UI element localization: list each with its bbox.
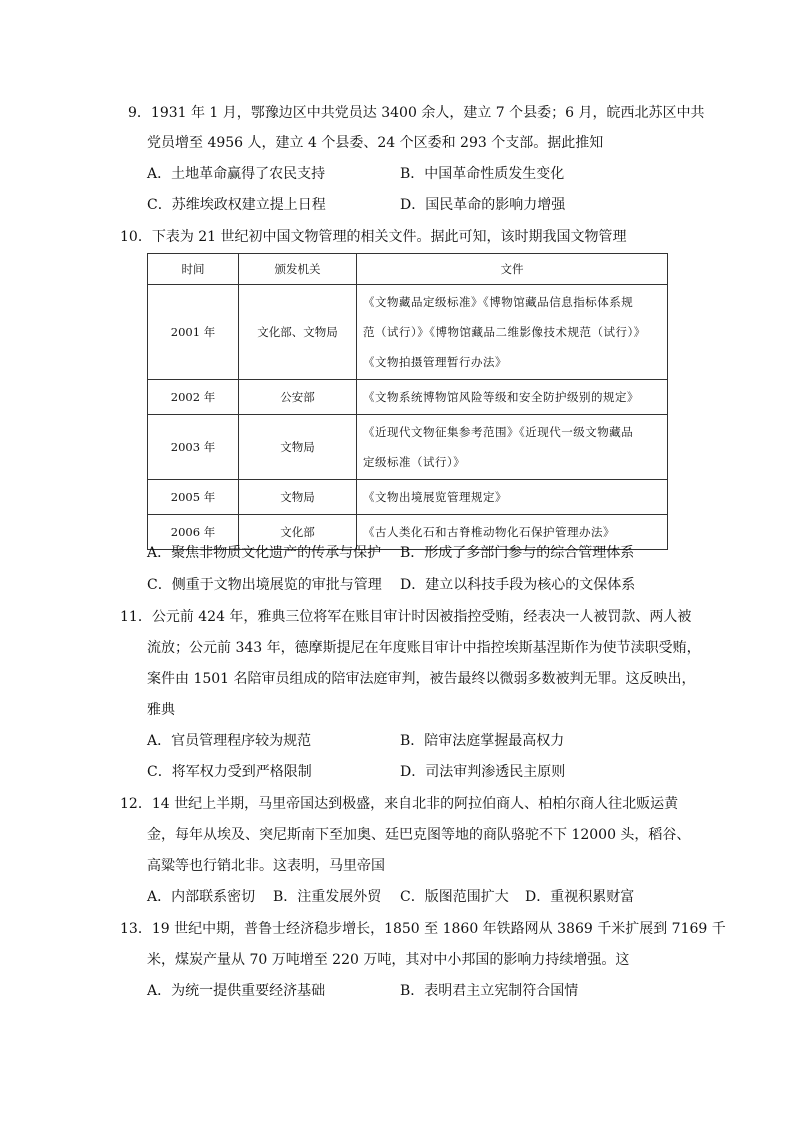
q11-option-d[interactable]: D．司法审判渗透民主原则 (400, 764, 566, 780)
doc-line: 《近现代文物征集参考范围》《近现代一级文物藏品 (363, 425, 634, 439)
q9-option-c[interactable]: C．苏维埃政权建立提上日程 (147, 197, 326, 213)
table-header-docs: 文件 (357, 254, 668, 285)
q11-stem-line3: 案件由 1501 名陪审员组成的陪审法庭审判，被告最终以微弱多数被判无罪。这反映出， (147, 671, 696, 687)
doc-line: 范（试行）》《博物馆藏品二维影像技术规范（试行）》 (363, 325, 646, 339)
q12-option-a[interactable]: A．内部联系密切 (147, 889, 256, 905)
q11-stem-line1: 11．公元前 424 年，雅典三位将军在账目审计时因被指控受贿，经表决一人被罚款、两人被 (120, 609, 692, 625)
row-year: 2005 年 (148, 480, 239, 515)
q10-documents-table (147, 253, 668, 550)
doc-line: 《文物藏品定级标准》《博物馆藏品信息指标体系规 (363, 295, 634, 309)
row-docs (357, 285, 668, 380)
q13-stem-line1: 13．19 世纪中期，普鲁士经济稳步增长，1850 至 1860 年铁路网从 3869 千米扩展到 7169 千 (120, 921, 726, 937)
doc-line: 定级标准（试行）》 (363, 455, 466, 469)
q11-stem-line4: 雅典 (147, 702, 175, 718)
row-docs (357, 480, 668, 515)
table-header-org: 颁发机关 (239, 254, 357, 285)
row-org: 文化部、文物局 (239, 285, 357, 380)
row-org: 文物局 (239, 415, 357, 480)
row-org: 文物局 (239, 480, 357, 515)
q10-option-d[interactable]: D．建立以科技手段为核心的文保体系 (400, 577, 636, 593)
q12-option-c[interactable]: C．版图范围扩大 (400, 889, 509, 905)
row-docs (357, 380, 668, 415)
q10-option-a[interactable]: A．聚焦非物质文化遗产的传承与保护 (147, 545, 382, 561)
q11-option-c[interactable]: C．将军权力受到严格限制 (147, 764, 312, 780)
row-year: 2002 年 (148, 380, 239, 415)
table-row (148, 480, 668, 515)
row-year: 2006 年 (148, 515, 239, 550)
q9-stem-line2: 党员增至 4956 人，建立 4 个县委、24 个区委和 293 个支部。据此推知 (147, 135, 604, 151)
q11-option-a[interactable]: A．官员管理程序较为规范 (147, 733, 312, 749)
doc-line: 《文物系统博物馆风险等级和安全防护级别的规定》 (363, 390, 639, 404)
table-row (148, 415, 668, 480)
row-org: 文化部 (239, 515, 357, 550)
q12-option-b[interactable]: B．注重发展外贸 (273, 889, 382, 905)
row-docs (357, 415, 668, 480)
q11-option-b[interactable]: B．陪审法庭掌握最高权力 (400, 733, 565, 749)
row-year: 2003 年 (148, 415, 239, 480)
q13-option-b[interactable]: B．表明君主立宪制符合国情 (400, 983, 579, 999)
doc-line: 《文物出境展览管理规定》 (363, 490, 507, 504)
q10-option-c[interactable]: C．侧重于文物出境展览的审批与管理 (147, 577, 382, 593)
row-year: 2001 年 (148, 285, 239, 380)
q9-option-a[interactable]: A．土地革命赢得了农民支持 (147, 166, 326, 182)
q12-option-d[interactable]: D．重视积累财富 (525, 889, 635, 905)
q12-stem-line2: 金，每年从埃及、突尼斯南下至加奥、廷巴克图等地的商队骆驼不下 12000 头，稻谷、 (147, 827, 691, 843)
row-org: 公安部 (239, 380, 357, 415)
q9-option-b[interactable]: B．中国革命性质发生变化 (400, 166, 565, 182)
table-row (148, 380, 668, 415)
q10-stem-line1: 10．下表为 21 世纪初中国文物管理的相关文件。据此可知，该时期我国文物管理 (120, 229, 627, 245)
table-header-time: 时间 (148, 254, 239, 285)
table-header-row (148, 254, 668, 285)
q9-stem-line1: 9．1931 年 1 月，鄂豫边区中共党员达 3400 余人，建立 7 个县委；6 月，皖西北苏区中共 (128, 105, 705, 121)
q13-option-a[interactable]: A．为统一提供重要经济基础 (147, 983, 326, 999)
doc-line: 《文物拍摄管理暂行办法》 (363, 355, 507, 369)
q13-stem-line2: 米，煤炭产量从 70 万吨增至 220 万吨，其对中小邦国的影响力持续增强。这 (147, 952, 630, 968)
q12-stem-line3: 高粱等也行销北非。这表明，马里帝国 (147, 858, 385, 874)
q9-option-d[interactable]: D．国民革命的影响力增强 (400, 197, 566, 213)
q11-stem-line2: 流放；公元前 343 年，德摩斯提尼在年度账目审计中指控埃斯基涅斯作为使节渎职受贿， (147, 640, 701, 656)
doc-line: 《古人类化石和古脊椎动物化石保护管理办法》 (363, 525, 615, 539)
table-row (148, 285, 668, 380)
q12-stem-line1: 12．14 世纪上半期，马里帝国达到极盛，来自北非的阿拉伯商人、柏柏尔商人往北贩运黄 (120, 796, 679, 812)
q10-option-b[interactable]: B．形成了多部门参与的综合管理体系 (400, 545, 635, 561)
